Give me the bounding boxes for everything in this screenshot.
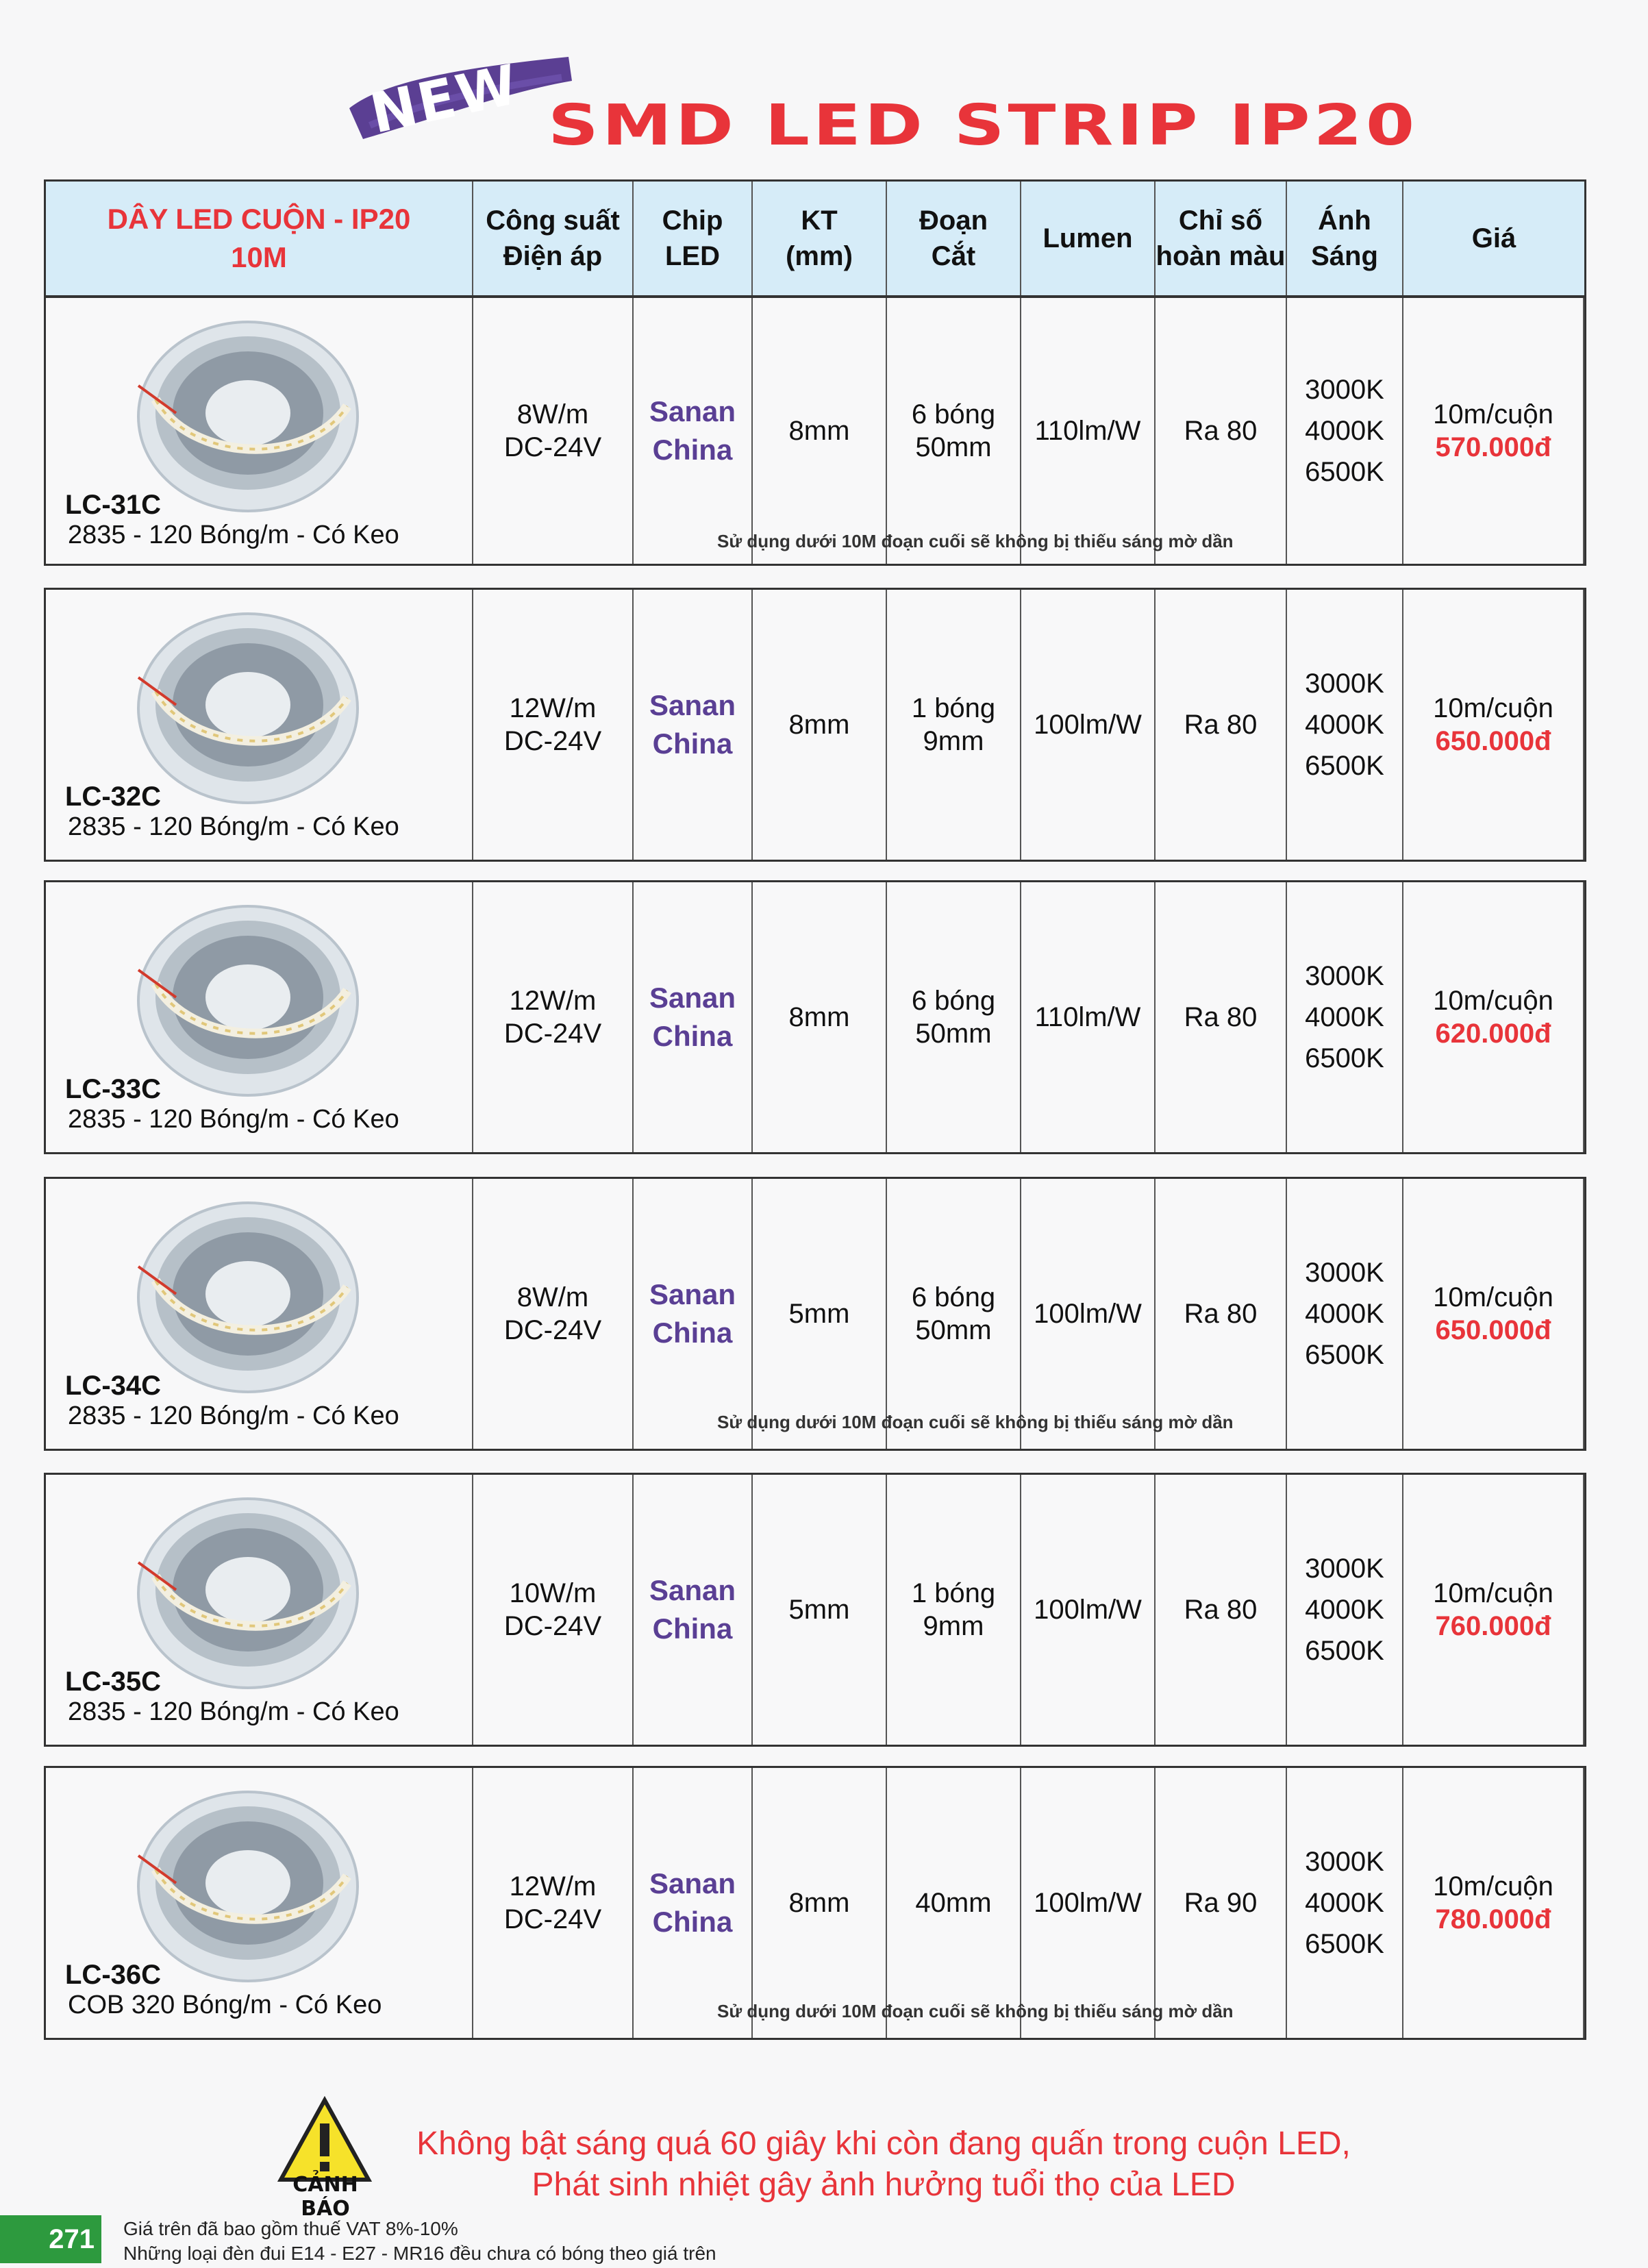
price-unit: 10m/cuộn [1433, 1578, 1553, 1608]
voltage-value: DC-24V [503, 1019, 602, 1049]
lumen-value: 110lm/W [1034, 416, 1141, 446]
power-cell [473, 590, 634, 860]
price-cell [1403, 298, 1584, 564]
price-cell [1403, 590, 1584, 860]
product-code: LC-35C [65, 1667, 162, 1697]
power-value: 8W/m [516, 399, 589, 429]
header-chip: Chip LED [634, 182, 753, 295]
light-cell [1287, 1768, 1403, 2038]
product-code: LC-36C [65, 1960, 162, 1990]
price-value: 570.000đ [1435, 432, 1551, 462]
cut-cell [887, 298, 1021, 564]
color-temp-1: 3000K [1305, 669, 1384, 699]
lumen-cell [1021, 882, 1156, 1152]
cri-value: Ra 80 [1184, 1002, 1258, 1032]
header-product: DÂY LED CUỘN - IP20 10M [46, 182, 473, 295]
lumen-value: 100lm/W [1034, 1888, 1142, 1918]
light-cell [1287, 1475, 1403, 1745]
chip-brand: Sanan [649, 395, 736, 427]
led-reel-image [135, 1198, 361, 1397]
warning-text: Không bật sáng quá 60 giây khi còn đang quấn trong cuộn LED, Phát sinh nhiệt gây ảnh hưởng tuổi thọ của LED [416, 2126, 1351, 2203]
power-value: 12W/m [509, 986, 597, 1016]
cut-line2: 50mm [915, 432, 992, 462]
color-temp-3: 6500K [1305, 1929, 1384, 1959]
color-temp-3: 6500K [1305, 1340, 1384, 1370]
cut-line1: 1 bóng [911, 1578, 996, 1608]
cri-value: Ra 80 [1184, 1595, 1258, 1625]
power-value: 12W/m [509, 1871, 597, 1902]
voltage-value: DC-24V [503, 1611, 602, 1641]
cut-line2: 9mm [923, 726, 984, 756]
product-desc: 2835 - 120 Bóng/m - Có Keo [68, 1401, 399, 1430]
product-desc: COB 320 Bóng/m - Có Keo [68, 1991, 382, 2019]
cut-line1: 40mm [915, 1888, 992, 1918]
led-reel-image [135, 1494, 361, 1693]
cut-cell [887, 1179, 1021, 1449]
footer-notes: Giá trên đã bao gồm thuế VAT 8%-10% Những loại đèn đui E14 - E27 - MR16 đều chưa có bóng theo giá trên [123, 2218, 716, 2264]
kt-cell [753, 882, 887, 1152]
power-cell [473, 882, 634, 1152]
kt-value: 5mm [788, 1595, 850, 1625]
voltage-value: DC-24V [503, 1315, 602, 1345]
product-desc: 2835 - 120 Bóng/m - Có Keo [68, 1105, 399, 1134]
price-value: 620.000đ [1435, 1019, 1551, 1049]
product-cell [46, 298, 473, 564]
price-unit: 10m/cuộn [1433, 986, 1553, 1016]
product-row [44, 588, 1586, 862]
kt-value: 8mm [788, 710, 850, 740]
color-temp-1: 3000K [1305, 961, 1384, 991]
kt-cell [753, 1768, 887, 2038]
color-temp-1: 3000K [1305, 1258, 1384, 1288]
usage-note: Sử dụng dưới 10M đoạn cuối sẽ không bị thiếu sáng mờ dần [717, 1412, 1234, 1432]
color-temp-3: 6500K [1305, 1636, 1384, 1666]
cut-line2: 50mm [915, 1019, 992, 1049]
product-row [44, 880, 1586, 1154]
cut-line1: 6 bóng [911, 399, 996, 429]
price-value: 650.000đ [1435, 726, 1551, 756]
power-value: 8W/m [516, 1282, 589, 1312]
color-temp-1: 3000K [1305, 1847, 1384, 1877]
product-row [44, 296, 1586, 566]
led-reel-image [135, 901, 361, 1100]
kt-cell [753, 1179, 887, 1449]
chip-brand: Sanan [649, 1574, 736, 1606]
header-light: Ánh Sáng [1287, 182, 1403, 295]
power-cell [473, 1475, 634, 1745]
cut-cell [887, 590, 1021, 860]
color-temp-2: 4000K [1305, 710, 1384, 740]
price-cell [1403, 1179, 1584, 1449]
cri-value: Ra 80 [1184, 710, 1258, 740]
price-cell [1403, 1768, 1584, 2038]
new-badge-label: NEW [364, 52, 525, 146]
kt-cell [753, 1475, 887, 1745]
cut-line1: 6 bóng [911, 986, 996, 1016]
cri-cell [1156, 1475, 1287, 1745]
color-temp-3: 6500K [1305, 457, 1384, 487]
price-value: 650.000đ [1435, 1315, 1551, 1345]
light-cell [1287, 298, 1403, 564]
cri-cell [1156, 882, 1287, 1152]
chip-origin: China [652, 1020, 733, 1052]
price-unit: 10m/cuộn [1433, 1282, 1553, 1312]
chip-brand: Sanan [649, 982, 736, 1014]
cut-line1: 1 bóng [911, 693, 996, 723]
table-header [44, 179, 1586, 297]
usage-note: Sử dụng dưới 10M đoạn cuối sẽ không bị thiếu sáng mờ dần [717, 531, 1234, 551]
color-temp-2: 4000K [1305, 1888, 1384, 1918]
color-temp-3: 6500K [1305, 751, 1384, 781]
color-temp-2: 4000K [1305, 1299, 1384, 1329]
product-row [44, 1766, 1586, 2040]
chip-origin: China [652, 1612, 733, 1645]
product-cell [46, 1768, 473, 2038]
chip-cell [634, 1768, 753, 2038]
header-cut: Đoạn Cắt [887, 182, 1021, 295]
kt-value: 5mm [788, 1299, 850, 1329]
light-cell [1287, 590, 1403, 860]
chip-cell [634, 882, 753, 1152]
product-code: LC-31C [65, 490, 162, 520]
cut-cell [887, 1768, 1021, 2038]
product-cell [46, 590, 473, 860]
chip-brand: Sanan [649, 1278, 736, 1310]
lumen-value: 110lm/W [1034, 1002, 1141, 1032]
color-temp-2: 4000K [1305, 1002, 1384, 1032]
price-value: 760.000đ [1435, 1611, 1551, 1641]
product-cell [46, 1179, 473, 1449]
header-power: Công suất Điện áp [473, 182, 634, 295]
kt-value: 8mm [788, 416, 850, 446]
header-cri: Chỉ số hoàn màu [1156, 182, 1287, 295]
header-lumen: Lumen [1021, 182, 1156, 295]
product-cell [46, 1475, 473, 1745]
kt-value: 8mm [788, 1888, 850, 1918]
cut-line2: 9mm [923, 1611, 984, 1641]
header-price: Giá [1471, 223, 1516, 253]
lumen-value: 100lm/W [1034, 1595, 1142, 1625]
chip-brand: Sanan [649, 1867, 736, 1899]
price-cell [1403, 1475, 1584, 1745]
product-row [44, 1473, 1586, 1747]
color-temp-2: 4000K [1305, 416, 1384, 446]
page-title: SMD LED STRIP IP20 [548, 93, 1419, 158]
chip-cell [634, 590, 753, 860]
led-reel-image [135, 609, 361, 808]
light-cell [1287, 882, 1403, 1152]
product-desc: 2835 - 120 Bóng/m - Có Keo [68, 812, 399, 841]
cri-cell [1156, 590, 1287, 860]
cri-value: Ra 80 [1184, 416, 1258, 446]
voltage-value: DC-24V [503, 432, 602, 462]
led-reel-image [135, 317, 361, 516]
warning-label: CẢNH BÁO [292, 2173, 358, 2221]
color-temp-1: 3000K [1305, 1554, 1384, 1584]
cri-value: Ra 90 [1184, 1888, 1258, 1918]
chip-origin: China [652, 727, 733, 760]
lumen-cell [1021, 1475, 1156, 1745]
cri-cell [1156, 298, 1287, 564]
led-reel-image [135, 1787, 361, 1986]
product-cell [46, 882, 473, 1152]
color-temp-1: 3000K [1305, 375, 1384, 405]
product-code: LC-32C [65, 782, 162, 812]
chip-brand: Sanan [649, 689, 736, 721]
lumen-cell [1021, 1768, 1156, 2038]
cri-cell [1156, 1768, 1287, 2038]
chip-cell [634, 1475, 753, 1745]
power-cell [473, 298, 634, 564]
kt-cell [753, 298, 887, 564]
header-kt: KT (mm) [753, 182, 887, 295]
cut-line2: 50mm [915, 1315, 992, 1345]
kt-cell [753, 590, 887, 860]
power-value: 12W/m [509, 693, 597, 723]
color-temp-2: 4000K [1305, 1595, 1384, 1625]
cut-cell [887, 882, 1021, 1152]
product-row [44, 1177, 1586, 1451]
power-cell [473, 1768, 634, 2038]
product-code: LC-34C [65, 1371, 162, 1401]
chip-origin: China [652, 1906, 733, 1938]
lumen-value: 100lm/W [1034, 1299, 1142, 1329]
price-unit: 10m/cuộn [1433, 693, 1553, 723]
voltage-value: DC-24V [503, 726, 602, 756]
product-code: LC-33C [65, 1074, 162, 1104]
product-desc: 2835 - 120 Bóng/m - Có Keo [68, 521, 399, 549]
lumen-cell [1021, 298, 1156, 564]
usage-note: Sử dụng dưới 10M đoạn cuối sẽ không bị thiếu sáng mờ dần [717, 2001, 1234, 2021]
cut-line1: 6 bóng [911, 1282, 996, 1312]
price-cell [1403, 882, 1584, 1152]
lumen-cell [1021, 1179, 1156, 1449]
price-value: 780.000đ [1435, 1904, 1551, 1934]
price-unit: 10m/cuộn [1433, 399, 1553, 429]
light-cell [1287, 1179, 1403, 1449]
page-number: 271 [0, 2215, 101, 2263]
cut-cell [887, 1475, 1021, 1745]
chip-cell [634, 1179, 753, 1449]
power-value: 10W/m [509, 1578, 597, 1608]
cri-cell [1156, 1179, 1287, 1449]
kt-value: 8mm [788, 1002, 850, 1032]
lumen-value: 100lm/W [1034, 710, 1142, 740]
chip-origin: China [652, 1317, 733, 1349]
cri-value: Ra 80 [1184, 1299, 1258, 1329]
price-unit: 10m/cuộn [1433, 1871, 1553, 1902]
chip-origin: China [652, 434, 733, 466]
color-temp-3: 6500K [1305, 1043, 1384, 1073]
power-cell [473, 1179, 634, 1449]
product-desc: 2835 - 120 Bóng/m - Có Keo [68, 1697, 399, 1726]
voltage-value: DC-24V [503, 1904, 602, 1934]
lumen-cell [1021, 590, 1156, 860]
chip-cell [634, 298, 753, 564]
